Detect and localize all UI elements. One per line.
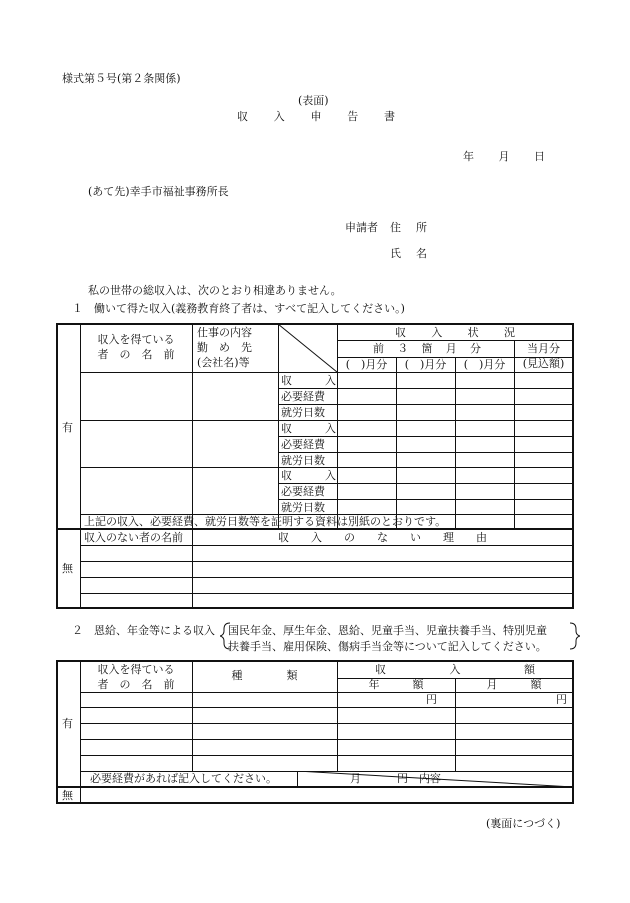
applicant-label: 申請者 [345,221,378,234]
expense-note: 必要経費があれば記入してください。 [90,772,277,785]
monthly-amount-header: 月 額 [486,678,542,691]
section2-yes-label: 有 [62,717,73,730]
diagonal-divider [278,324,337,372]
address-field[interactable]: 住 所 [390,221,427,234]
continued-note: (裏面につづく) [486,817,561,830]
row-days-3: 就労日数 [281,501,325,514]
pension-kind-header: 種 類 [231,669,298,682]
section2-heading: ２ 恩給、年金等による収入 [72,624,215,637]
month-1-header: ( )月分 [345,358,388,371]
expense-yen-content-label: 円 内容 [397,772,441,785]
pension-types-line1: 国民年金、厚生年金、恩給、児童手当、児童扶養手当、特別児童 [228,624,547,637]
row-expense-3: 必要経費 [281,485,325,498]
prev-3-months-header: 前 ３ 箇 月 分 [373,342,481,355]
declaration-text: 私の世帯の総収入は、次のとおり相違ありません。 [88,284,342,297]
row-income-3: 収 入 [281,469,336,482]
expense-month-label: 月 [350,772,361,785]
section1-no-label: 無 [62,562,73,575]
row-expense-1: 必要経費 [281,390,325,403]
work-details-header: 仕事の内容 勤 め 先 (会社名)等 [197,326,252,369]
section1-yes-label: 有 [62,421,73,434]
form-number: 様式第５号(第２条関係) [62,72,181,85]
month-3-header: ( )月分 [463,358,506,371]
form-side-label: (表面) [298,94,329,107]
row-days-1: 就労日数 [281,406,325,419]
row-expense-2: 必要経費 [281,438,325,451]
pension-types-line2: 扶養手当、雇用保険、傷病手当金等について記入してください。 [228,640,547,653]
earner-name-header: 収入を得ている 者 の 名 前 [97,333,175,361]
name-field[interactable]: 氏 名 [390,247,427,260]
current-month-header: 当月分 (見込額) [522,342,565,370]
monthly-yen-unit: 円 [556,693,567,706]
form-title: 収 入 申 告 書 [237,110,395,123]
proof-note: 上記の収入、必要経費、就労日数等を証明する資料は別紙のとおりです。 [84,515,447,528]
addressee: (あて先)幸手市福祉事務所長 [88,185,229,198]
section2-no-label: 無 [62,789,73,802]
income-amount-header: 収 入 額 [375,663,535,676]
no-income-name-header: 収入のない者の名前 [84,531,183,544]
row-income-1: 収 入 [281,374,336,387]
section1-heading: １ 働いて得た収入(義務教育終了者は、すべて記入してください。) [72,302,405,315]
no-income-reason-header: 収 入 の な い 理 由 [278,531,487,544]
pension-earner-header: 収入を得ている 者 の 名 前 [97,663,175,691]
row-income-2: 収 入 [281,422,336,435]
annual-yen-unit: 円 [426,693,437,706]
income-status-header: 収 入 状 況 [395,326,515,339]
annual-amount-header: 年 額 [368,678,424,691]
month-2-header: ( )月分 [404,358,447,371]
row-days-2: 就労日数 [281,454,325,467]
date-field[interactable]: 年 月 日 [463,150,545,163]
